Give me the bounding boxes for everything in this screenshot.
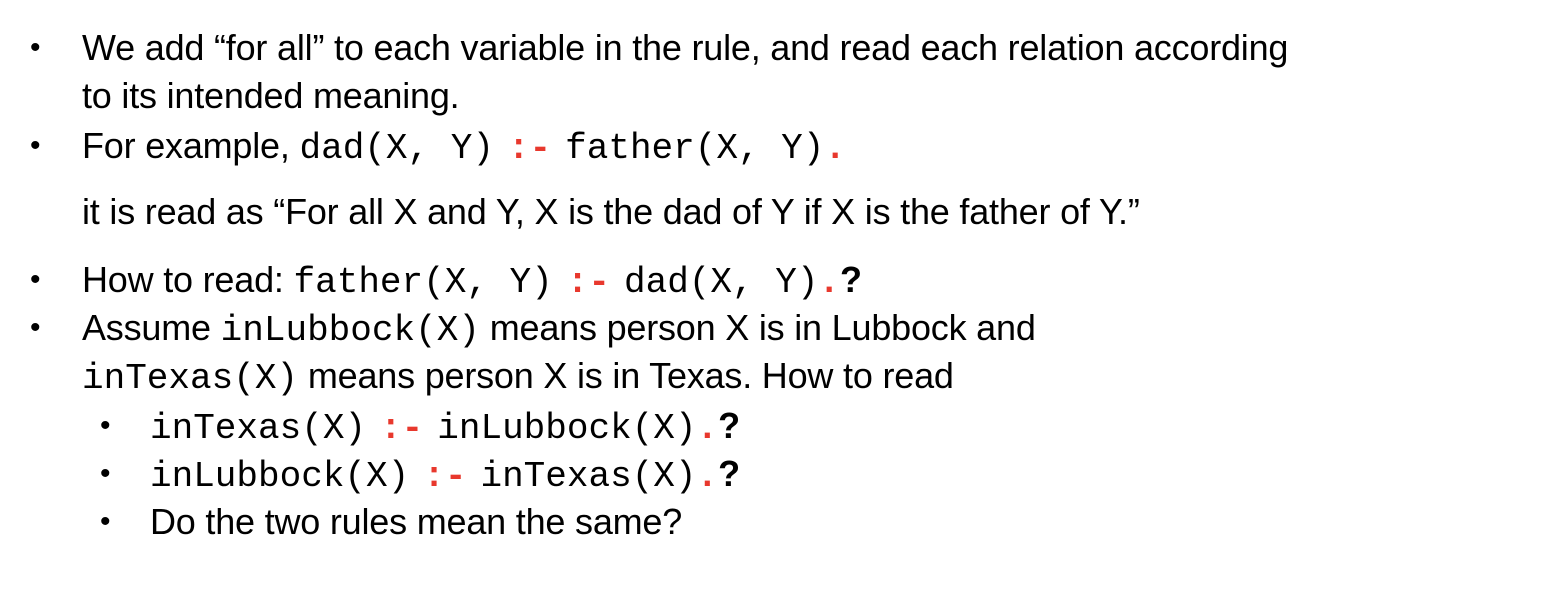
sub-bullet-1-rule xyxy=(150,402,740,453)
rule-end: . xyxy=(824,128,846,169)
rule-operator: :- xyxy=(423,456,467,497)
rule-body: dad(X, Y) xyxy=(623,262,819,303)
sub-bullet-dot: • xyxy=(100,457,111,490)
predicate-inlubbock: inLubbock(X) xyxy=(220,310,480,351)
question-mark: ? xyxy=(718,405,741,446)
how-to-read-prefix: How to read: xyxy=(82,259,294,300)
rule-body: inTexas(X) xyxy=(480,456,697,497)
rule-head: father(X, Y) xyxy=(293,262,553,303)
rule-head: inTexas(X) xyxy=(150,408,367,449)
assume-text-1: means person X is in Lubbock and xyxy=(479,307,1036,348)
assume-label: Assume xyxy=(82,307,221,348)
bullet-dot: • xyxy=(30,31,41,64)
rule-body: inLubbock(X) xyxy=(437,408,697,449)
bullet-3-how-to-read xyxy=(82,256,862,307)
sub-bullet-3-question: Do the two rules mean the same? xyxy=(150,501,683,542)
bullet-1-line-1: We add “for all” to each variable in the rule, and read each relation according xyxy=(82,27,1289,68)
rule-operator: :- xyxy=(380,408,424,449)
sub-bullet-2-rule xyxy=(150,450,740,501)
rule-body: father(X, Y) xyxy=(565,128,825,169)
rule-head: inLubbock(X) xyxy=(150,456,410,497)
bullet-dot: • xyxy=(30,129,41,162)
sub-bullet-dot: • xyxy=(100,505,111,538)
bullet-1-line-2: to its intended meaning. xyxy=(82,75,460,116)
rule-operator: :- xyxy=(507,128,552,169)
question-mark: ? xyxy=(718,453,741,494)
example-prefix: For example, xyxy=(82,125,300,166)
example-explanation: it is read as “For all X and Y, X is the dad of Y if X is the father of Y.” xyxy=(82,191,1140,232)
rule-operator: :- xyxy=(566,262,610,303)
bullet-dot: • xyxy=(30,311,41,344)
bullet-4-line-2 xyxy=(82,352,954,403)
sub-bullet-dot: • xyxy=(100,409,111,442)
bullet-dot: • xyxy=(30,263,41,296)
question-mark: ? xyxy=(840,259,863,300)
rule-end: . xyxy=(696,408,719,449)
assume-text-2: means person X is in Texas. How to read xyxy=(298,355,954,396)
bullet-4-line-1 xyxy=(82,304,1036,355)
rule-head: dad(X, Y) xyxy=(299,128,494,169)
bullet-2-example xyxy=(82,122,846,173)
rule-end: . xyxy=(818,262,841,303)
predicate-intexas: inTexas(X) xyxy=(82,358,299,399)
rule-end: . xyxy=(696,456,719,497)
